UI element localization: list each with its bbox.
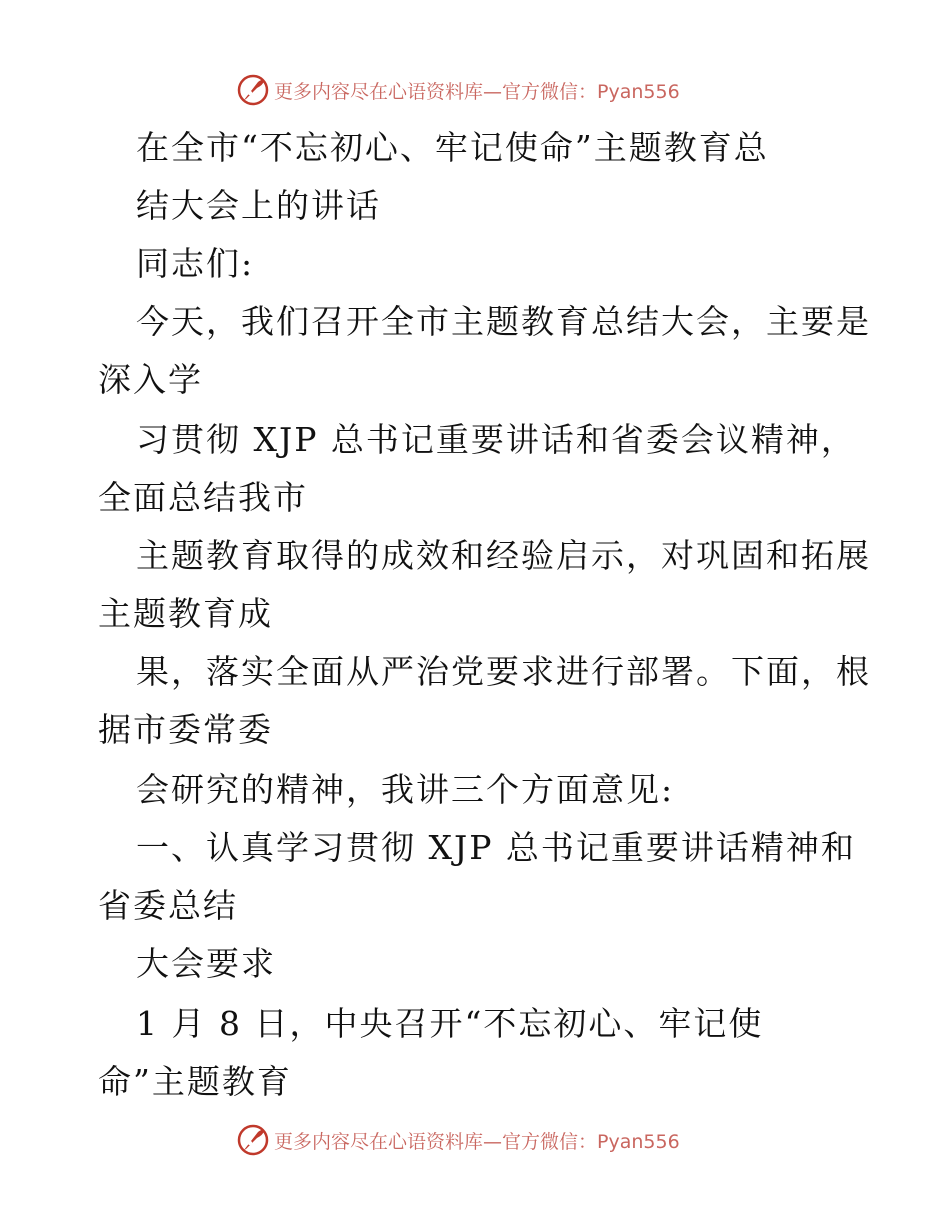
paragraph-line: 习贯彻 XJP 总书记重要讲话和省委会议精神， <box>136 420 856 459</box>
paragraph-line: 命”主题教育 <box>98 1062 292 1101</box>
section-heading-line: 省委总结 <box>98 886 238 925</box>
header-banner <box>236 72 680 108</box>
paragraph-line: 今天，我们召开全市主题教育总结大会，主要是 <box>136 302 871 341</box>
paragraph-line: 据市委常委 <box>98 710 273 749</box>
footer-banner <box>236 1122 680 1158</box>
paragraph-line: 主题教育成 <box>98 594 273 633</box>
paragraph-line: 果，落实全面从严治党要求进行部署。下面，根 <box>136 652 871 691</box>
paragraph-line: 深入学 <box>98 360 203 399</box>
document-title-line-2: 结大会上的讲话 <box>136 186 381 225</box>
paragraph-line: 主题教育取得的成效和经验启示，对巩固和拓展 <box>136 536 871 575</box>
section-heading-line: 一、认真学习贯彻 XJP 总书记重要讲话精神和 <box>136 828 856 867</box>
document-title-line-1: 在全市“不忘初心、牢记使命”主题教育总 <box>136 128 769 167</box>
paragraph-line: 会研究的精神，我讲三个方面意见: <box>136 770 675 809</box>
banner-text: 更多内容尽在心语资料库—官方微信：Pyan556 <box>274 80 680 103</box>
salutation: 同志们: <box>136 244 255 283</box>
quill-pen-logo-icon <box>236 1123 270 1157</box>
section-heading-line: 大会要求 <box>136 944 276 983</box>
quill-pen-logo-icon <box>236 73 270 107</box>
banner-text: 更多内容尽在心语资料库—官方微信：Pyan556 <box>274 1130 680 1153</box>
paragraph-line: 全面总结我市 <box>98 478 308 517</box>
paragraph-line: 1 月 8 日，中央召开“不忘初心、牢记使 <box>136 1004 764 1043</box>
